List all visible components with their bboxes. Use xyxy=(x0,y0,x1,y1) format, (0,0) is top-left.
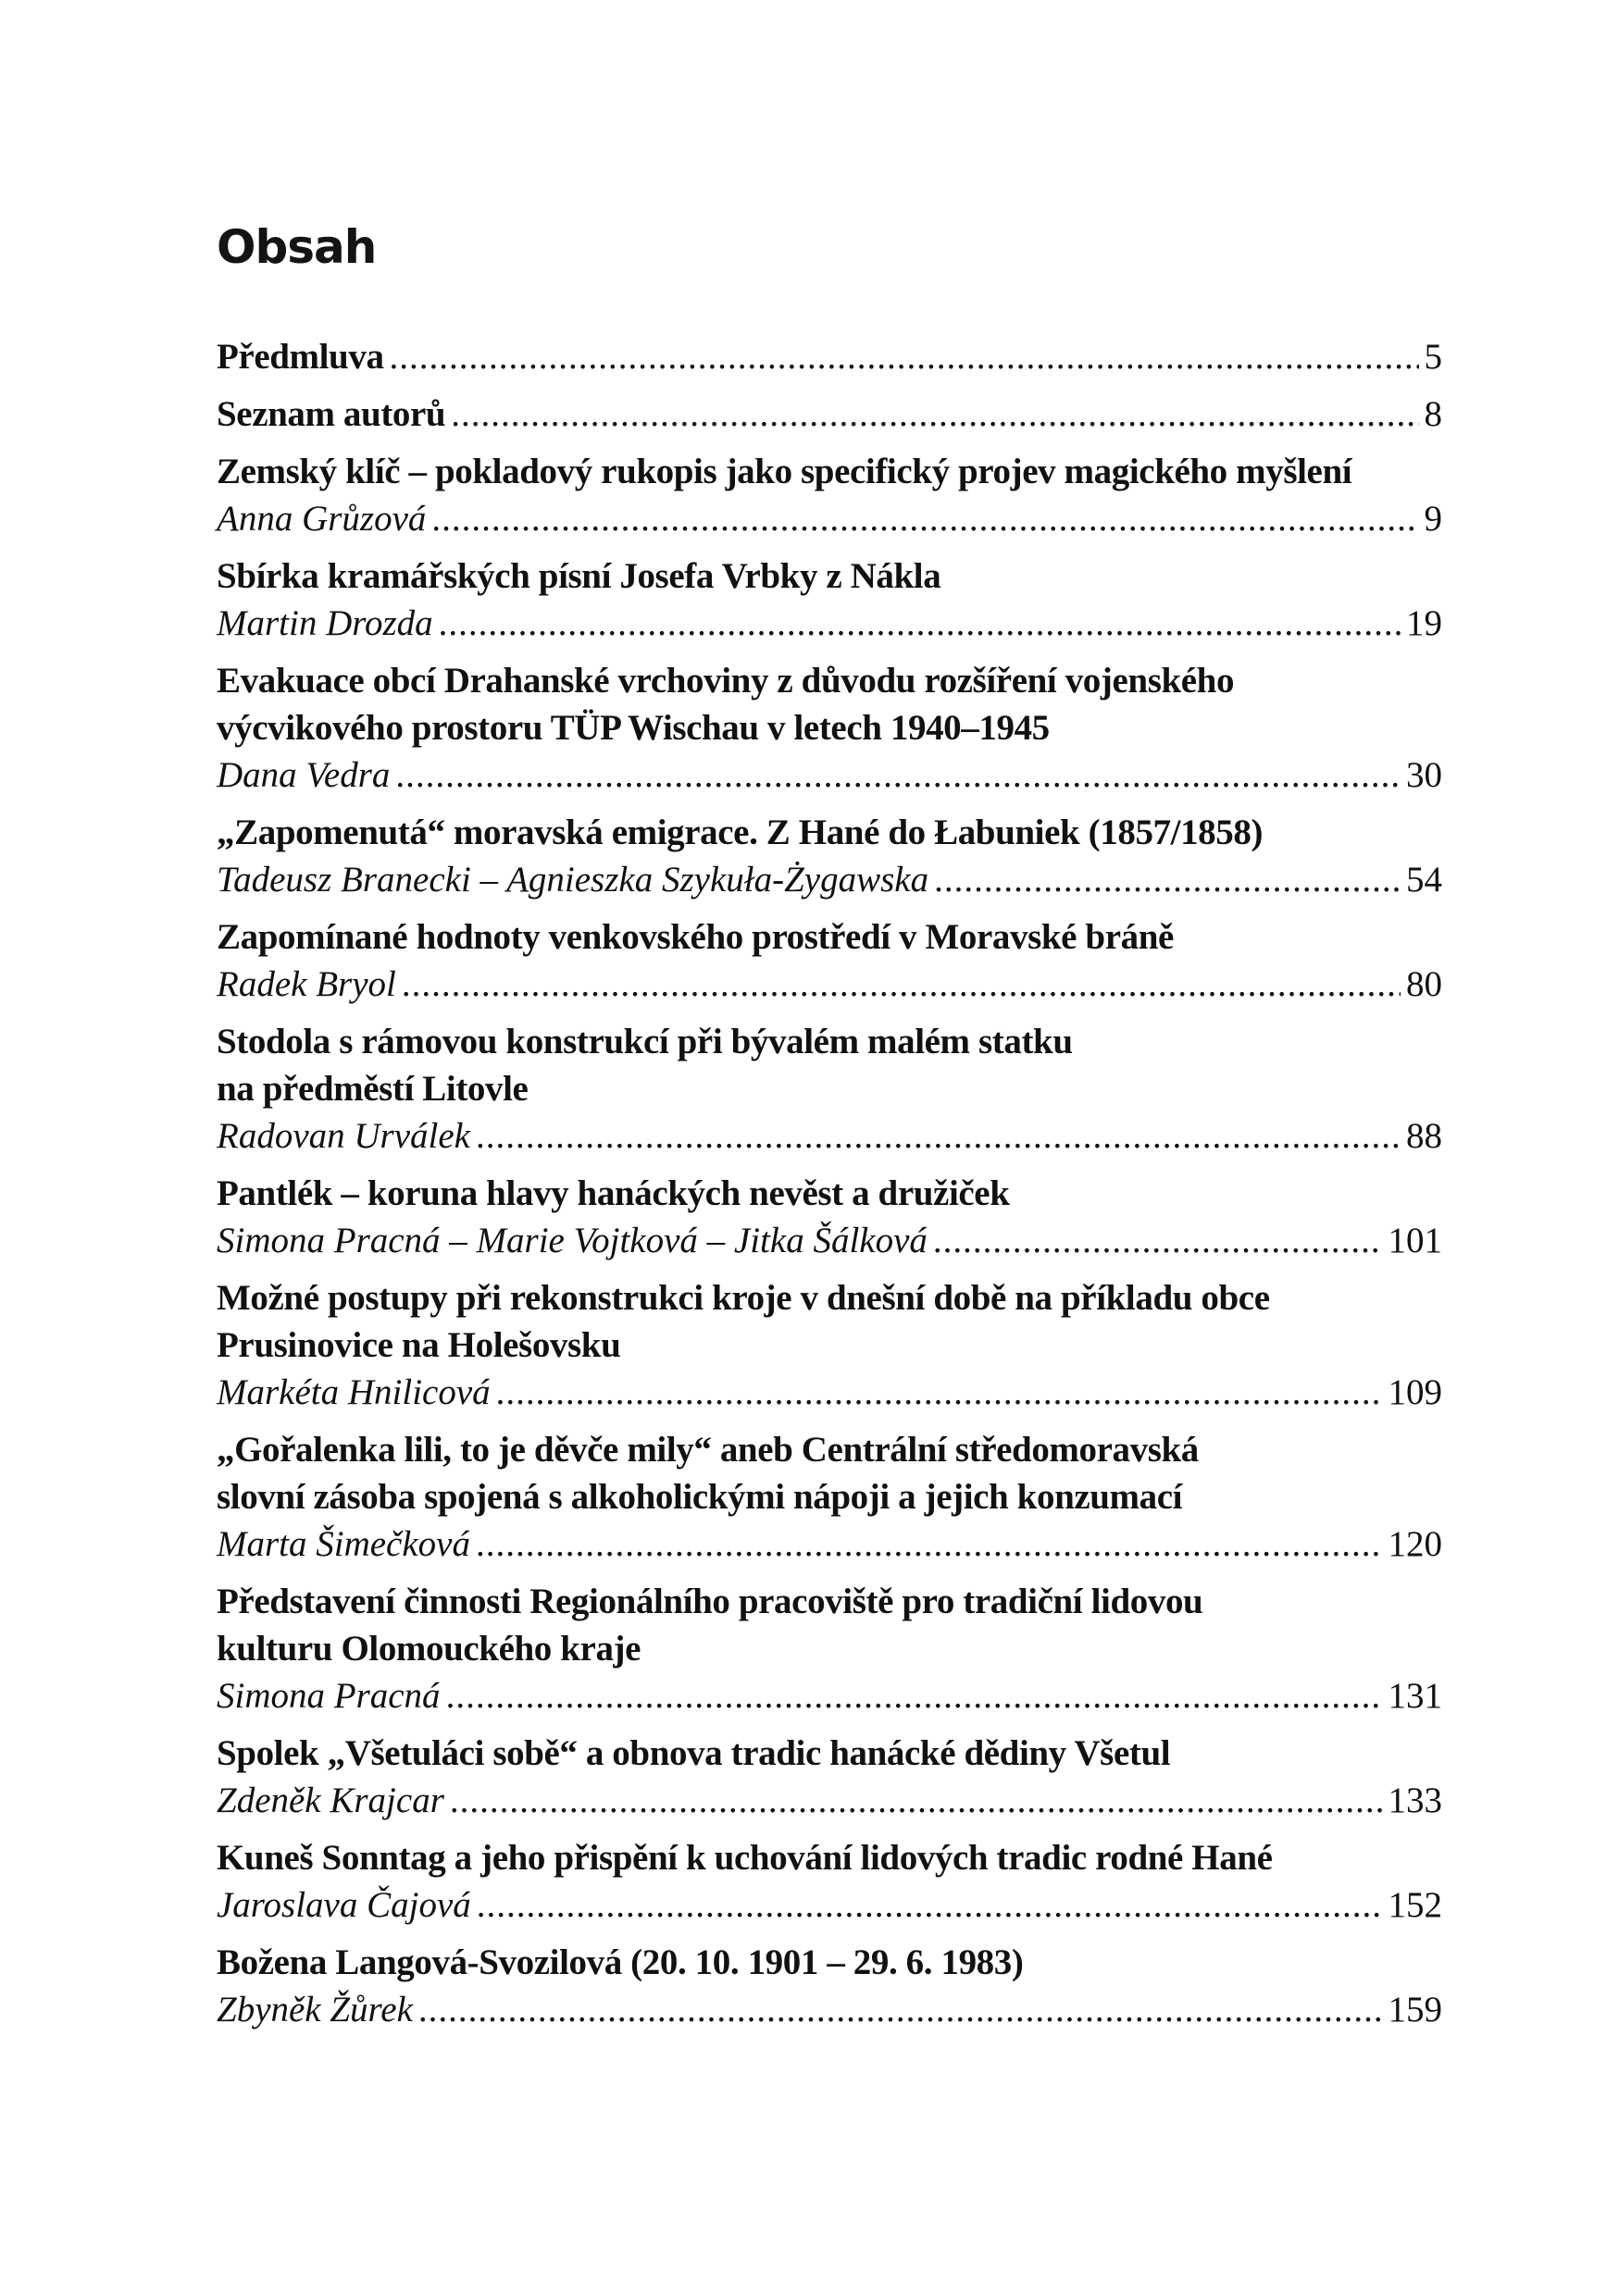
article-title-line: Možné postupy při rekonstrukci kroje v dnešní době na příkladu obce xyxy=(217,1278,1270,1318)
dot-leader xyxy=(933,1217,1383,1264)
article-title-line: Pantlék – koruna hlavy hanáckých nevěst a družiček xyxy=(217,1173,1010,1213)
article-title-line: „Zapomenutá“ moravská emigrace. Z Hané do Łabuniek (1857/1858) xyxy=(217,813,1264,852)
toc-entry-title: Předmluva xyxy=(217,337,384,377)
dot-leader xyxy=(390,333,1419,380)
toc-article-entry[interactable] xyxy=(217,913,1442,1008)
toc-page-number: 152 xyxy=(1388,1885,1442,1925)
article-author: Simona Pracná xyxy=(217,1676,441,1716)
article-author: Dana Vedra xyxy=(217,755,391,795)
article-title-line: výcvikového prostoru TÜP Wischau v letech 1940–1945 xyxy=(217,708,1050,748)
toc-article-entry[interactable] xyxy=(217,809,1442,903)
toc-article-entry[interactable] xyxy=(217,1018,1442,1160)
page-title: Obsah xyxy=(217,220,377,274)
article-title-line: Představení činnosti Regionálního pracoviště pro tradiční lidovou xyxy=(217,1582,1203,1621)
toc-page-number: 5 xyxy=(1424,337,1442,377)
dot-leader xyxy=(446,1672,1383,1719)
dot-leader xyxy=(439,600,1401,647)
toc-page-number: 133 xyxy=(1388,1781,1442,1820)
toc-article-entry[interactable] xyxy=(217,1578,1442,1719)
dot-leader xyxy=(476,1112,1401,1160)
article-title-line: Kuneš Sonntag a jeho přispění k uchování lidových tradic rodné Hané xyxy=(217,1838,1273,1878)
article-title-line: Prusinovice na Holešovsku xyxy=(217,1325,621,1365)
toc-article-entry[interactable] xyxy=(217,1939,1442,2033)
article-author: Radovan Urválek xyxy=(217,1116,470,1156)
dot-leader xyxy=(431,495,1418,542)
article-author: Zbyněk Žůrek xyxy=(217,1990,413,2029)
article-author: Markéta Hnilicová xyxy=(217,1372,491,1412)
article-title-line: Spolek „Všetuláci sobě“ a obnova tradic hanácké dědiny Všetul xyxy=(217,1733,1171,1773)
toc-page-number: 88 xyxy=(1406,1116,1442,1156)
toc-page-number: 54 xyxy=(1406,860,1442,900)
toc-page-number: 9 xyxy=(1424,499,1442,539)
article-title-line: „Gořalenka lili, to je děvče mily“ aneb Centrální středomoravská xyxy=(217,1430,1199,1470)
article-title-line: Zapomínané hodnoty venkovského prostředí v Moravské bráně xyxy=(217,917,1174,957)
toc-page-number: 101 xyxy=(1388,1221,1442,1260)
article-title-line: slovní zásoba spojená s alkoholickými nápoji a jejich konzumací xyxy=(217,1477,1183,1517)
dot-leader xyxy=(451,391,1418,438)
article-title-line: Zemský klíč – pokladový rukopis jako specifický projev magického myšlení xyxy=(217,452,1352,491)
toc-article-entry[interactable] xyxy=(217,448,1442,542)
toc-article-entry[interactable] xyxy=(217,657,1442,799)
article-author: Simona Pracná – Marie Vojtková – Jitka Šálková xyxy=(217,1221,928,1260)
dot-leader xyxy=(450,1777,1383,1824)
toc-entry-title: Seznam autorů xyxy=(217,394,446,434)
dot-leader xyxy=(477,1881,1383,1929)
article-title-line: kulturu Olomouckého kraje xyxy=(217,1629,641,1669)
dot-leader xyxy=(418,1986,1383,2033)
table-of-contents xyxy=(217,333,1442,2043)
toc-entry[interactable] xyxy=(217,391,1442,438)
dot-leader xyxy=(395,751,1401,799)
toc-article-entry[interactable] xyxy=(217,1834,1442,1929)
toc-page-number: 8 xyxy=(1424,394,1442,434)
article-author: Martin Drozda xyxy=(217,603,433,643)
toc-page-number: 131 xyxy=(1388,1676,1442,1716)
article-author: Radek Bryol xyxy=(217,964,396,1004)
dot-leader xyxy=(402,961,1401,1008)
toc-page-number: 120 xyxy=(1388,1524,1442,1564)
article-title-line: Sbírka kramářských písní Josefa Vrbky z Nákla xyxy=(217,556,941,596)
toc-page-number: 19 xyxy=(1406,603,1442,643)
article-author: Zdeněk Krajcar xyxy=(217,1781,444,1820)
toc-page-number: 80 xyxy=(1406,964,1442,1004)
toc-page-number: 159 xyxy=(1388,1990,1442,2029)
article-author: Jaroslava Čajová xyxy=(217,1885,471,1925)
article-title-line: Evakuace obcí Drahanské vrchoviny z důvodu rozšíření vojenského xyxy=(217,661,1235,701)
article-author: Marta Šimečková xyxy=(217,1524,470,1564)
toc-article-entry[interactable] xyxy=(217,1730,1442,1824)
toc-article-entry[interactable] xyxy=(217,552,1442,647)
dot-leader xyxy=(496,1369,1383,1416)
toc-article-entry[interactable] xyxy=(217,1426,1442,1568)
article-title-line: Božena Langová-Svozilová (20. 10. 1901 – 29. 6. 1983) xyxy=(217,1942,1024,1982)
toc-article-entry[interactable] xyxy=(217,1170,1442,1264)
dot-leader xyxy=(934,856,1401,903)
toc-page-number: 30 xyxy=(1406,755,1442,795)
article-title-line: Stodola s rámovou konstrukcí při bývalém malém statku xyxy=(217,1022,1073,1061)
article-author: Tadeusz Branecki – Agnieszka Szykuła-Żygawska xyxy=(217,860,929,900)
article-title-line: na předměstí Litovle xyxy=(217,1069,529,1109)
dot-leader xyxy=(476,1520,1383,1568)
toc-article-entry[interactable] xyxy=(217,1274,1442,1416)
article-author: Anna Grůzová xyxy=(217,499,427,539)
toc-entry[interactable] xyxy=(217,333,1442,380)
toc-page-number: 109 xyxy=(1388,1372,1442,1412)
